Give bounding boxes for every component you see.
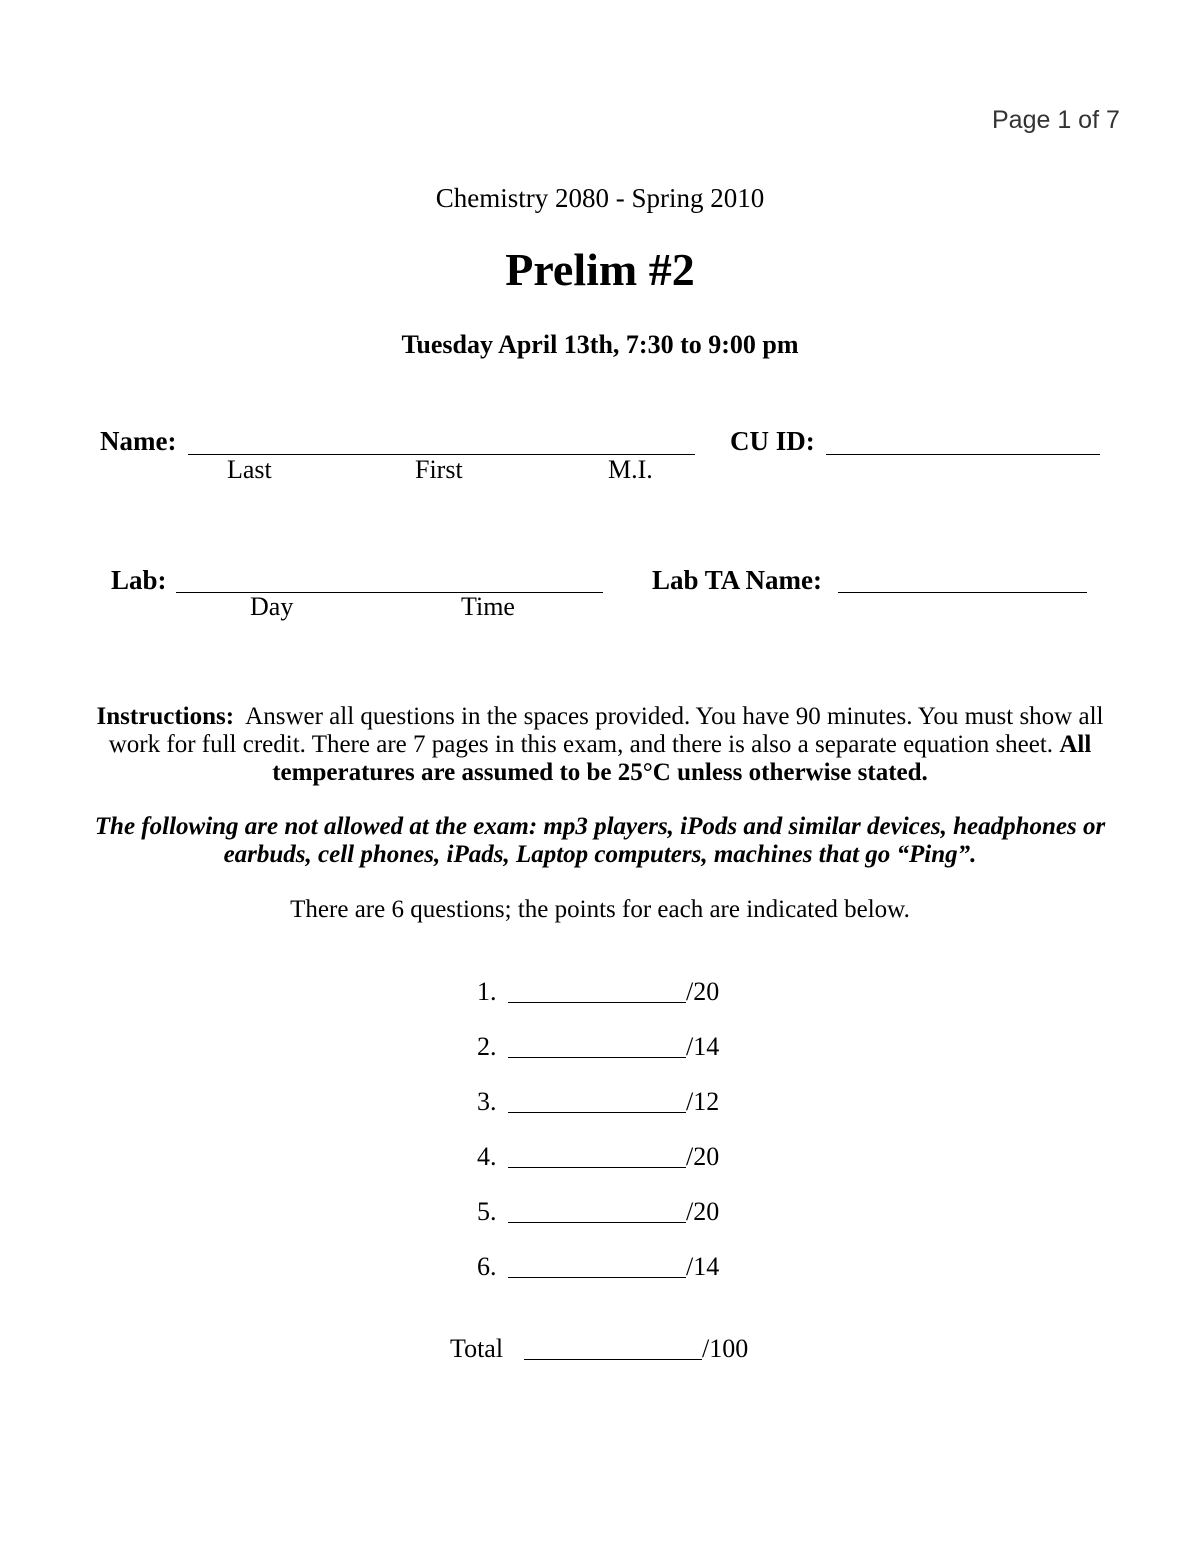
instructions-block — [80, 703, 1120, 787]
score-field[interactable] — [508, 1277, 686, 1278]
lab-label: Lab: — [111, 565, 167, 595]
total-max: /100 — [702, 1334, 749, 1363]
lab-sub-time: Time — [461, 592, 515, 621]
score-max: /12 — [686, 1087, 720, 1116]
score-num: 3. — [477, 1087, 497, 1116]
name-sub-last: Last — [227, 455, 272, 484]
questions-intro: There are 6 questions; the points for each are indicated below. — [290, 896, 910, 923]
score-num: 2. — [477, 1032, 497, 1061]
score-num: 6. — [477, 1252, 497, 1281]
instructions-label: Instructions: — [96, 703, 235, 730]
total-label: Total — [450, 1334, 504, 1363]
score-num: 1. — [477, 977, 497, 1006]
lab-sub-day: Day — [250, 592, 294, 621]
score-max: /14 — [686, 1252, 720, 1281]
name-sub-mi: M.I. — [608, 455, 653, 484]
score-max: /20 — [686, 1197, 720, 1226]
score-field[interactable] — [508, 1112, 686, 1113]
score-field[interactable] — [508, 1057, 686, 1058]
cuid-field[interactable] — [826, 454, 1100, 455]
score-field[interactable] — [508, 1002, 686, 1003]
exam-title: Prelim #2 — [505, 244, 695, 295]
ta-field[interactable] — [838, 592, 1087, 593]
name-sub-first: First — [415, 455, 463, 484]
lab-field[interactable] — [176, 592, 603, 593]
instructions-text: Answer all questions in the spaces provided. You have 90 minutes. You must show all work for full credit. There are 7 pages in this exam, and there is also a separate equation sheet. — [108, 703, 1104, 758]
ta-label: Lab TA Name: — [652, 565, 823, 595]
score-max: /20 — [686, 1142, 720, 1171]
page-number: Page 1 of 7 — [992, 106, 1120, 134]
name-label: Name: — [100, 426, 177, 456]
instructions-bold-text: All temperatures are assumed to be 25°C unless otherwise stated. — [272, 731, 1092, 786]
score-num: 5. — [477, 1197, 497, 1226]
score-max: /20 — [686, 977, 720, 1006]
total-field[interactable] — [524, 1359, 702, 1360]
score-num: 4. — [477, 1142, 497, 1171]
score-field[interactable] — [508, 1222, 686, 1223]
not-allowed-notice: The following are not allowed at the exam: mp3 players, iPods and similar devices, headphones or earbuds, cell phones, iPads, Laptop computers, machines that go “Ping”. — [94, 813, 1106, 868]
date-line: Tuesday April 13th, 7:30 to 9:00 pm — [401, 330, 799, 359]
cuid-label: CU ID: — [730, 426, 815, 456]
score-field[interactable] — [508, 1167, 686, 1168]
score-max: /14 — [686, 1032, 720, 1061]
course-line: Chemistry 2080 - Spring 2010 — [435, 183, 765, 213]
